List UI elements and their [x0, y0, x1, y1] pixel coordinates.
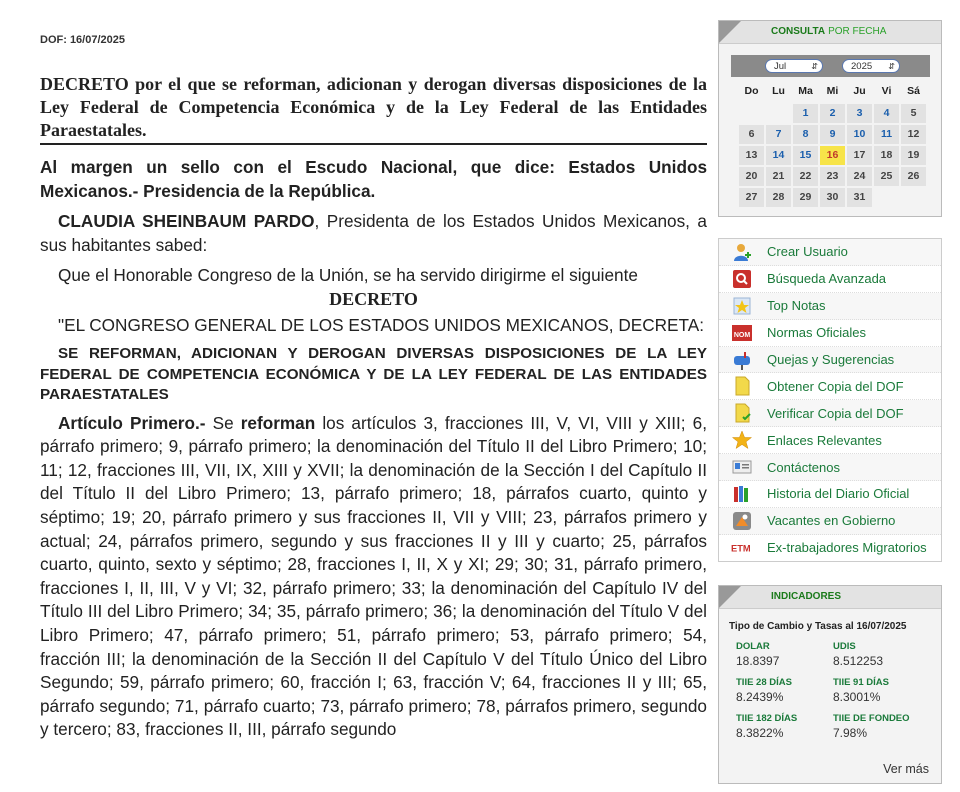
- sidebar-item-label: Ex-trabajadores Migratorios: [767, 540, 927, 556]
- indicator-value: 8.3822%: [736, 726, 784, 740]
- books-icon: [731, 484, 753, 504]
- indicator-item: [833, 677, 933, 704]
- calendar-week: [738, 145, 927, 166]
- calendar-day: 5: [900, 103, 927, 124]
- indicators-header: [719, 586, 941, 609]
- weekday-label: Ma: [798, 85, 813, 97]
- indicator-label: UDIS: [833, 641, 856, 652]
- calendar-empty-cell: [900, 187, 927, 208]
- calendar-day: 26: [900, 166, 927, 187]
- calendar-day: 6: [738, 124, 765, 145]
- sidebar-item-label: Verificar Copia del DOF: [767, 405, 904, 421]
- year-value: 2025: [851, 61, 873, 72]
- indicator-label: TIIE 182 DÍAS: [736, 713, 798, 724]
- calendar-day[interactable]: 9: [819, 124, 846, 145]
- weekday-label: Do: [744, 85, 759, 97]
- calendar-empty-cell: [873, 187, 900, 208]
- calendar-grid: [738, 82, 927, 208]
- calendar-day: 24: [846, 166, 873, 187]
- congreso-decreta: "EL CONGRESO GENERAL DE LOS ESTADOS UNIDOS MEXICANOS, DECRETA:: [58, 314, 704, 335]
- indicator-item: [833, 713, 933, 740]
- calendar-header-bold: CONSULTA: [771, 26, 826, 37]
- sidebar-item-vacantes-en-gobierno[interactable]: [719, 508, 941, 535]
- president-paragraph: [40, 210, 707, 257]
- weekday-header: [738, 82, 927, 103]
- chevron-updown-icon: ⇵: [888, 62, 895, 71]
- indicator-label: TIIE DE FONDEO: [833, 713, 910, 724]
- calendar-day: 27: [738, 187, 765, 208]
- sidebar-item-normas-oficiales[interactable]: [719, 320, 941, 347]
- sidebar-item-cont-ctenos[interactable]: [719, 454, 941, 481]
- weekday-label: Lu: [772, 85, 785, 97]
- star-note-icon: [731, 296, 753, 316]
- ver-mas-link[interactable]: Ver más: [883, 762, 929, 776]
- calendar-day: 20: [738, 166, 765, 187]
- calendar-week: [738, 166, 927, 187]
- chevron-updown-icon: ⇵: [811, 62, 818, 71]
- title-divider: [40, 143, 707, 145]
- sidebar-item-label: Obtener Copia del DOF: [767, 378, 904, 394]
- nom-icon: [731, 323, 753, 343]
- sidebar-item-label: Vacantes en Gobierno: [767, 513, 896, 529]
- reform-heading: SE REFORMAN, ADICIONAN Y DEROGAN DIVERSAS DISPOSICIONES DE LA LEY FEDERAL DE COMPETENCIA ECONÓMICA Y DE LA LEY FEDERAL DE LAS ENTIDADES PARAESTATALES: [40, 345, 707, 404]
- sidebar-menu: [718, 238, 942, 562]
- calendar-week: [738, 124, 927, 145]
- calendar-empty-cell: [738, 103, 765, 124]
- dof-date: DOF: 16/07/2025: [40, 34, 125, 46]
- calendar-day: 25: [873, 166, 900, 187]
- calendar-widget: [718, 20, 942, 217]
- sidebar-item-crear-usuario[interactable]: [719, 239, 941, 266]
- calendar-day: 21: [765, 166, 792, 187]
- article-label: Artículo Primero.-: [58, 412, 206, 433]
- calendar-day: 30: [819, 187, 846, 208]
- calendar-day: 23: [819, 166, 846, 187]
- sidebar-item-label: Contáctenos: [767, 459, 840, 475]
- calendar-day[interactable]: 1: [792, 103, 819, 124]
- indicators-subtitle: Tipo de Cambio y Tasas al 16/07/2025: [729, 621, 907, 632]
- indicator-item: [833, 641, 933, 668]
- sidebar-item-label: Crear Usuario: [767, 244, 848, 260]
- sidebar-item-top-notas[interactable]: [719, 293, 941, 320]
- calendar-empty-cell: [765, 103, 792, 124]
- sidebar-item-label: Historia del Diario Oficial: [767, 486, 910, 502]
- indicator-label: DOLAR: [736, 641, 770, 652]
- calendar-day[interactable]: 15: [792, 145, 819, 166]
- calendar-header: [719, 21, 941, 44]
- calendar-day: 13: [738, 145, 765, 166]
- calendar-week: [738, 103, 927, 124]
- indicator-value: 18.8397: [736, 654, 780, 668]
- president-name: CLAUDIA SHEINBAUM PARDO: [58, 211, 315, 232]
- decree-title: [40, 73, 707, 142]
- search-icon: [731, 269, 753, 289]
- sidebar-item-label: Quejas y Sugerencias: [767, 352, 895, 367]
- decreto-heading: DECRETO: [329, 288, 418, 309]
- calendar-day[interactable]: 8: [792, 124, 819, 145]
- sidebar-item-enlaces-relevantes[interactable]: [719, 427, 941, 454]
- article-text: los artículos 3, fracciones III, V, VI, VIII y XIII; 6, párrafo primero; 9, párrafo primero; la denominación del Título II del Libro Primero; 10; 11; 12, fracciones III, VII, IX, XIII y XVII; la denominación de la Sección I del Capítulo II del Título II del Libro Primero; 13, párrafo primero; 18, párrafos cuarto, quinto y séptimo; 19; 20, párrafo primero y sus fracciones II, VII y VIII; 23, párrafos primero y actual; 24, párrafos primero, segundo y sus fracciones II y III y cuarto; 25, párrafos cuarto, quinto, sexto y séptimo; 28, fracciones I, II, X y XI; 29; 30; 31, párrafo primero, fracciones I, II, III, V y VI; 32, párrafo primero; 33; la denominación del Capítulo IV del Título III del Libro Primero; 34; 35, párrafo primero; 36; la denominación del Título V del Libro Primero; 47, párrafo primero; 51, párrafo primero; 53, párrafo primero; 54, fracción III; la denominación de la Sección II del Capítulo V del Título Único del Libro Segundo; 59, párrafo primero; 60, fracción I; 63, fracción V; 64, fracciones II y III; 65, párrafo segundo; 71, párrafo cuarto; 73, párrafo primero; 78, párrafos primero, segundo y tercero; 83, fracciones II, III, párrafo segundo: [40, 412, 708, 740]
- mailbox-icon: [731, 350, 753, 370]
- indicators-title: INDICADORES: [771, 591, 842, 602]
- indicator-value: 8.3001%: [833, 690, 881, 704]
- indicator-value: 8.512253: [833, 654, 884, 668]
- calendar-day[interactable]: 7: [765, 124, 792, 145]
- user-add-icon: [731, 242, 753, 262]
- sidebar-item-obtener-copia-del-dof[interactable]: [719, 373, 941, 400]
- weekday-label: Sá: [907, 85, 920, 97]
- indicator-value: 7.98%: [833, 726, 868, 740]
- calendar-day[interactable]: 10: [846, 124, 873, 145]
- indicator-item: [736, 641, 836, 668]
- calendar-day: 17: [846, 145, 873, 166]
- calendar-day[interactable]: 2: [819, 103, 846, 124]
- calendar-header-light: POR FECHA: [828, 26, 887, 37]
- sidebar-item-label: Enlaces Relevantes: [767, 432, 882, 448]
- sidebar-item-label: Búsqueda Avanzada: [767, 271, 887, 287]
- calendar-controls: [731, 55, 930, 77]
- article-se: Se: [205, 412, 241, 433]
- calendar-day: 12: [900, 124, 927, 145]
- header-corner: [719, 586, 741, 608]
- article-primero: [40, 412, 707, 742]
- indicator-item: [736, 713, 836, 740]
- weekday-label: Ju: [853, 85, 866, 97]
- decree-title-rest: por el que se reforman, adicionan y derogan diversas disposiciones de la Ley Federal de Competencia Económica y de la Ley Federal de las Entidades Paraestatales.: [40, 74, 707, 140]
- jobs-icon: [731, 511, 753, 531]
- congress-line: Que el Honorable Congreso de la Unión, se ha servido dirigirme el siguiente: [58, 265, 638, 286]
- calendar-day-today[interactable]: 16: [819, 145, 846, 166]
- calendar-day: 31: [846, 187, 873, 208]
- contact-card-icon: [731, 457, 753, 477]
- sidebar-item-b-squeda-avanzada[interactable]: [719, 266, 941, 293]
- document-body: [40, 156, 707, 742]
- weekday-label: Vi: [881, 85, 892, 97]
- indicator-label: TIIE 91 DÍAS: [833, 677, 889, 688]
- sidebar-item-label: Normas Oficiales: [767, 325, 866, 341]
- indicator-label: TIIE 28 DÍAS: [736, 677, 792, 688]
- article-reforman: reforman: [240, 412, 316, 433]
- margin-note: Al margen un sello con el Escudo Nacional, que dice: Estados Unidos Mexicanos.- Presidencia de la República.: [40, 157, 707, 201]
- sidebar-item-ex-trabajadores-migratorios[interactable]: [719, 535, 941, 561]
- calendar-day: 18: [873, 145, 900, 166]
- calendar-day: 28: [765, 187, 792, 208]
- sidebar-item-label: Top Notas: [767, 298, 826, 314]
- indicators-widget: [718, 585, 942, 784]
- svg-text:ETM: ETM: [731, 543, 751, 554]
- sidebar-item-quejas-y-sugerencias[interactable]: [719, 347, 941, 374]
- year-select[interactable]: [842, 59, 900, 73]
- calendar-day: 29: [792, 187, 819, 208]
- weekday-label: Mi: [826, 85, 839, 97]
- president-rest: , Presidenta de los Estados Unidos Mexicanos, a sus habitantes sabed:: [40, 211, 707, 255]
- etm-icon: [731, 538, 753, 558]
- sidebar-item-verificar-copia-del-dof[interactable]: [719, 400, 941, 427]
- document-check-icon: [731, 403, 753, 423]
- decree-title-bold: DECRETO: [40, 74, 129, 94]
- document-icon: [731, 376, 753, 396]
- month-select[interactable]: [765, 59, 823, 73]
- month-value: Jul: [774, 61, 787, 72]
- svg-text:NOM: NOM: [733, 331, 751, 339]
- indicator-item: [736, 677, 836, 704]
- calendar-day[interactable]: 3: [846, 103, 873, 124]
- star-icon: [731, 430, 753, 450]
- calendar-day[interactable]: 4: [873, 103, 900, 124]
- calendar-day: 22: [792, 166, 819, 187]
- header-corner: [719, 21, 741, 43]
- calendar-day: 19: [900, 145, 927, 166]
- calendar-week: [738, 187, 927, 208]
- calendar-day[interactable]: 14: [765, 145, 792, 166]
- indicator-value: 8.2439%: [736, 690, 784, 704]
- sidebar-item-historia-del-diario-oficial[interactable]: [719, 481, 941, 508]
- calendar-day[interactable]: 11: [873, 124, 900, 145]
